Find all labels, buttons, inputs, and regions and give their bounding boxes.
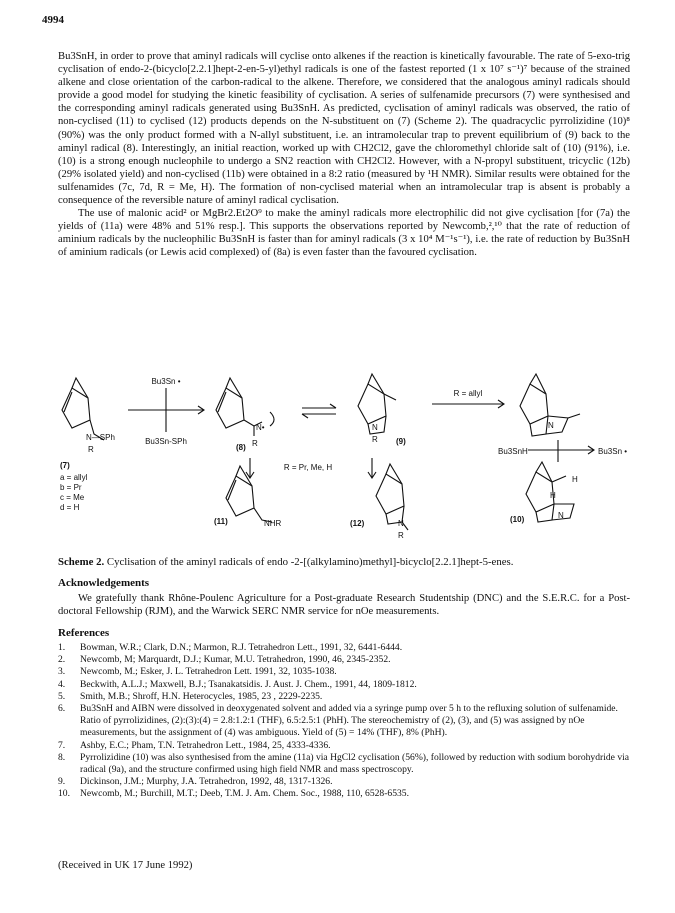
reference-text: Bowman, W.R.; Clark, D.N.; Marmon, R.J. Tetrahedron Lett., 1991, 32, 6441-6444.	[80, 642, 403, 653]
reference-text: Bu3SnH and AIBN were dissolved in deoxygenated solvent and added via a syringe pump over 5 h to the refluxing solution of sulfenamide. Ratio of pyrrolizidines, (2):(3):(4) = 2.8:1.2:1 (THF), 6.5:2.5:1 (PhH). The stereochemistry of (2), (3), and (5) was assigned by nOe measurements, but the assignment of (4) was ambiguous. Yield of (5) = 14% (THF), 8% (PhH).	[80, 703, 618, 739]
reference-item	[58, 666, 638, 678]
reference-text: Beckwith, A.L.J.; Maxwell, B.J.; Tsanakatsidis. J. Aust. J. Chem., 1991, 44, 1809-1812.	[80, 678, 417, 690]
reference-number: 2.	[58, 654, 66, 666]
reference-item	[58, 740, 638, 752]
scheme-svg	[58, 370, 638, 545]
references-heading: References	[58, 627, 110, 639]
reference-text: Pyrrolizidine (10) was also synthesised from the amine (11a) via HgCl2 cyclisation (56%), followed by reduction with sodium borohydride via radical (9a), and the structure confirmed using high field NMR and mass spectroscopy.	[80, 751, 630, 776]
reference-number: 5.	[58, 690, 66, 702]
label-r-9: R	[372, 435, 378, 444]
reference-item	[58, 642, 638, 654]
page-number: 4994	[42, 14, 64, 26]
label-n-12: N	[398, 519, 404, 528]
label-n-sph: N—SPh	[86, 433, 115, 442]
compound-label-8: (8)	[236, 443, 246, 452]
scheme-2-diagram	[58, 370, 638, 545]
reference-item	[58, 654, 638, 666]
label-n-radical: N•	[256, 423, 265, 432]
label-n-10: N	[548, 421, 554, 430]
structure-11	[226, 466, 272, 522]
reagent-bu3sn-sph: Bu3Sn-SPh	[145, 437, 187, 446]
reference-item	[58, 788, 638, 800]
reference-number: 6.	[58, 703, 66, 715]
reference-number: 8.	[58, 751, 66, 763]
reference-number: 4.	[58, 678, 66, 690]
substituent-d: d = H	[60, 503, 80, 512]
structure-8	[216, 378, 274, 436]
caption-text: Cyclisation of the aminyl radicals of endo -2-[(alkylamino)methyl]-bicyclo[2.2.1]hept-5-enes.	[106, 556, 514, 568]
references-list	[58, 642, 638, 801]
compound-label-10: (10)	[510, 515, 525, 524]
reference-text: Newcomb, M; Marquardt, D.J.; Kumar, M.U. Tetrahedron, 1990, 46, 2345-2352.	[80, 654, 391, 666]
paragraph-2: The use of malonic acid² or MgBr2.Et2O⁹ to make the aminyl radicals more electrophilic did not give cyclisation [for (7a) the yields of (11a) were 48% and 51% resp.]. This supports the observations reported by Newcomb,²,¹⁰ that the rate of reduction of aminium radicals by the nucleophilic Bu3SnH is faster than for aminyl radicals (3 x 10⁴ M⁻¹s⁻¹), i.e. the rate of reduction by Bu3SnH of aminium radicals (or Lewis acid complexed) of (8a) is even faster than the favoured cyclisation.	[58, 208, 630, 259]
reference-text: Newcomb, M.; Burchill, M.T.; Deeb, T.M. J. Am. Chem. Soc., 1988, 110, 6528-6535.	[80, 788, 410, 800]
compound-label-12: (12)	[350, 519, 365, 528]
reference-text: Newcomb, M.; Esker, J. L. Tetrahedron Lett. 1991, 32, 1035-1038.	[80, 666, 337, 678]
reference-item	[58, 679, 638, 691]
reference-item	[58, 776, 638, 788]
compound-label-7: (7)	[60, 461, 70, 470]
label-r-pr-me-h: R = Pr, Me, H	[283, 463, 333, 472]
label-n-10-stereo: N	[558, 511, 564, 520]
label-h-1: H	[572, 475, 578, 484]
paragraph-1: Bu3SnH, in order to prove that aminyl radicals will cyclise onto alkenes if the reaction is kinetically favourable. The rate of 5-exo-trig cyclisation of endo-2-(bicyclo[2.2.1]hept-2-en-5-yl)ethyl radicals is one of the fastest reported (1 x 10⁷ s⁻¹)⁷ because of the strained alkene and close orientation of the carbon-radical to the alkene. Therefore, we considered that the analogous aminyl radicals should provide a good model for studying the kinetic feasibility of cyclisation. A series of sulfenamide precursors (7) were synthesised and the corresponding aminyl radicals generated using Bu3SnH. As predicted, cyclisation of aminyl radicals was observed, the ratio of non-cyclised (11) to cyclised (12) products depends on the N-substituent on (7) (Scheme 2). The quadracyclic pyrrolizidine (10)⁸ (90%) was the only product formed with a N-allyl substituent, i.e. an intramolecular trap to prevent equilibrium of (9) back to the aminyl radical (8). Interestingly, an initial reaction, worked up with CH2Cl2, gave the chloromethyl chloride salt of (10) (91%), i.e. (10) is a strong enough nucleophile to undergo a SN2 reaction with CH2Cl2. However, with a N-propyl substituent, tricyclic (12b) (29% isolated yield) and non-cyclised (11b) were obtained in a 8:2 ratio (measured by ¹H NMR). Similar results were obtained for the sulfenamides (7c, 7d, R = Me, H). The formation of non-cyclised material when an intramolecular trap is absent is probably a consequence of the reversible nature of aminyl radical cyclisation.	[58, 51, 630, 207]
reference-number: 1.	[58, 642, 66, 653]
substituent-b: b = Pr	[60, 483, 82, 492]
label-r-allyl: R = allyl	[453, 389, 483, 398]
label-r-7: R	[88, 445, 94, 454]
reference-text: Dickinson, J.M.; Murphy, J.A. Tetrahedron, 1992, 48, 1317-1326.	[80, 776, 333, 788]
substituent-c: c = Me	[60, 493, 85, 502]
scheme-caption	[58, 556, 638, 569]
reference-text: Ashby, E.C.; Pham, T.N. Tetrahedron Lett., 1984, 25, 4333-4336.	[80, 739, 331, 751]
substituent-a: a = allyl	[60, 473, 88, 482]
label-bu3sn-radical-product: Bu3Sn •	[598, 447, 628, 456]
body-text	[58, 50, 630, 260]
reference-number: 7.	[58, 739, 66, 751]
label-r-8: R	[252, 439, 258, 448]
reference-item	[58, 691, 638, 703]
reference-item	[58, 752, 638, 776]
reference-number: 9.	[58, 776, 66, 788]
reference-number: 3.	[58, 666, 66, 678]
reference-text: Smith, M.B.; Shroff, H.N. Heterocycles, 1985, 23 , 2229-2235.	[80, 690, 323, 702]
received-date: (Received in UK 17 June 1992)	[58, 860, 193, 871]
acknowledgements-text: We gratefully thank Rhône-Poulenc Agriculture for a Post-graduate Research Studentship (DNC) and the S.E.R.C. for a Post-doctoral Fellowship (RJM), and the Warwick SERC NMR service for nOe measurements.	[58, 593, 630, 617]
reagent-bu3sn-radical: Bu3Sn •	[151, 377, 181, 386]
compound-label-11: (11)	[214, 517, 228, 526]
compound-label-9: (9)	[396, 437, 406, 446]
label-nhr: NHR	[264, 519, 282, 528]
label-h-2: H	[550, 491, 556, 500]
label-n-9: N	[372, 423, 378, 432]
acknowledgements-heading: Acknowledgements	[58, 577, 150, 589]
caption-label: Scheme 2.	[58, 556, 105, 568]
reference-number: 10.	[58, 788, 70, 800]
label-bu3snh: Bu3SnH	[498, 447, 528, 456]
structure-7	[62, 378, 104, 440]
reference-item	[58, 703, 638, 740]
label-r-12: R	[398, 531, 404, 540]
